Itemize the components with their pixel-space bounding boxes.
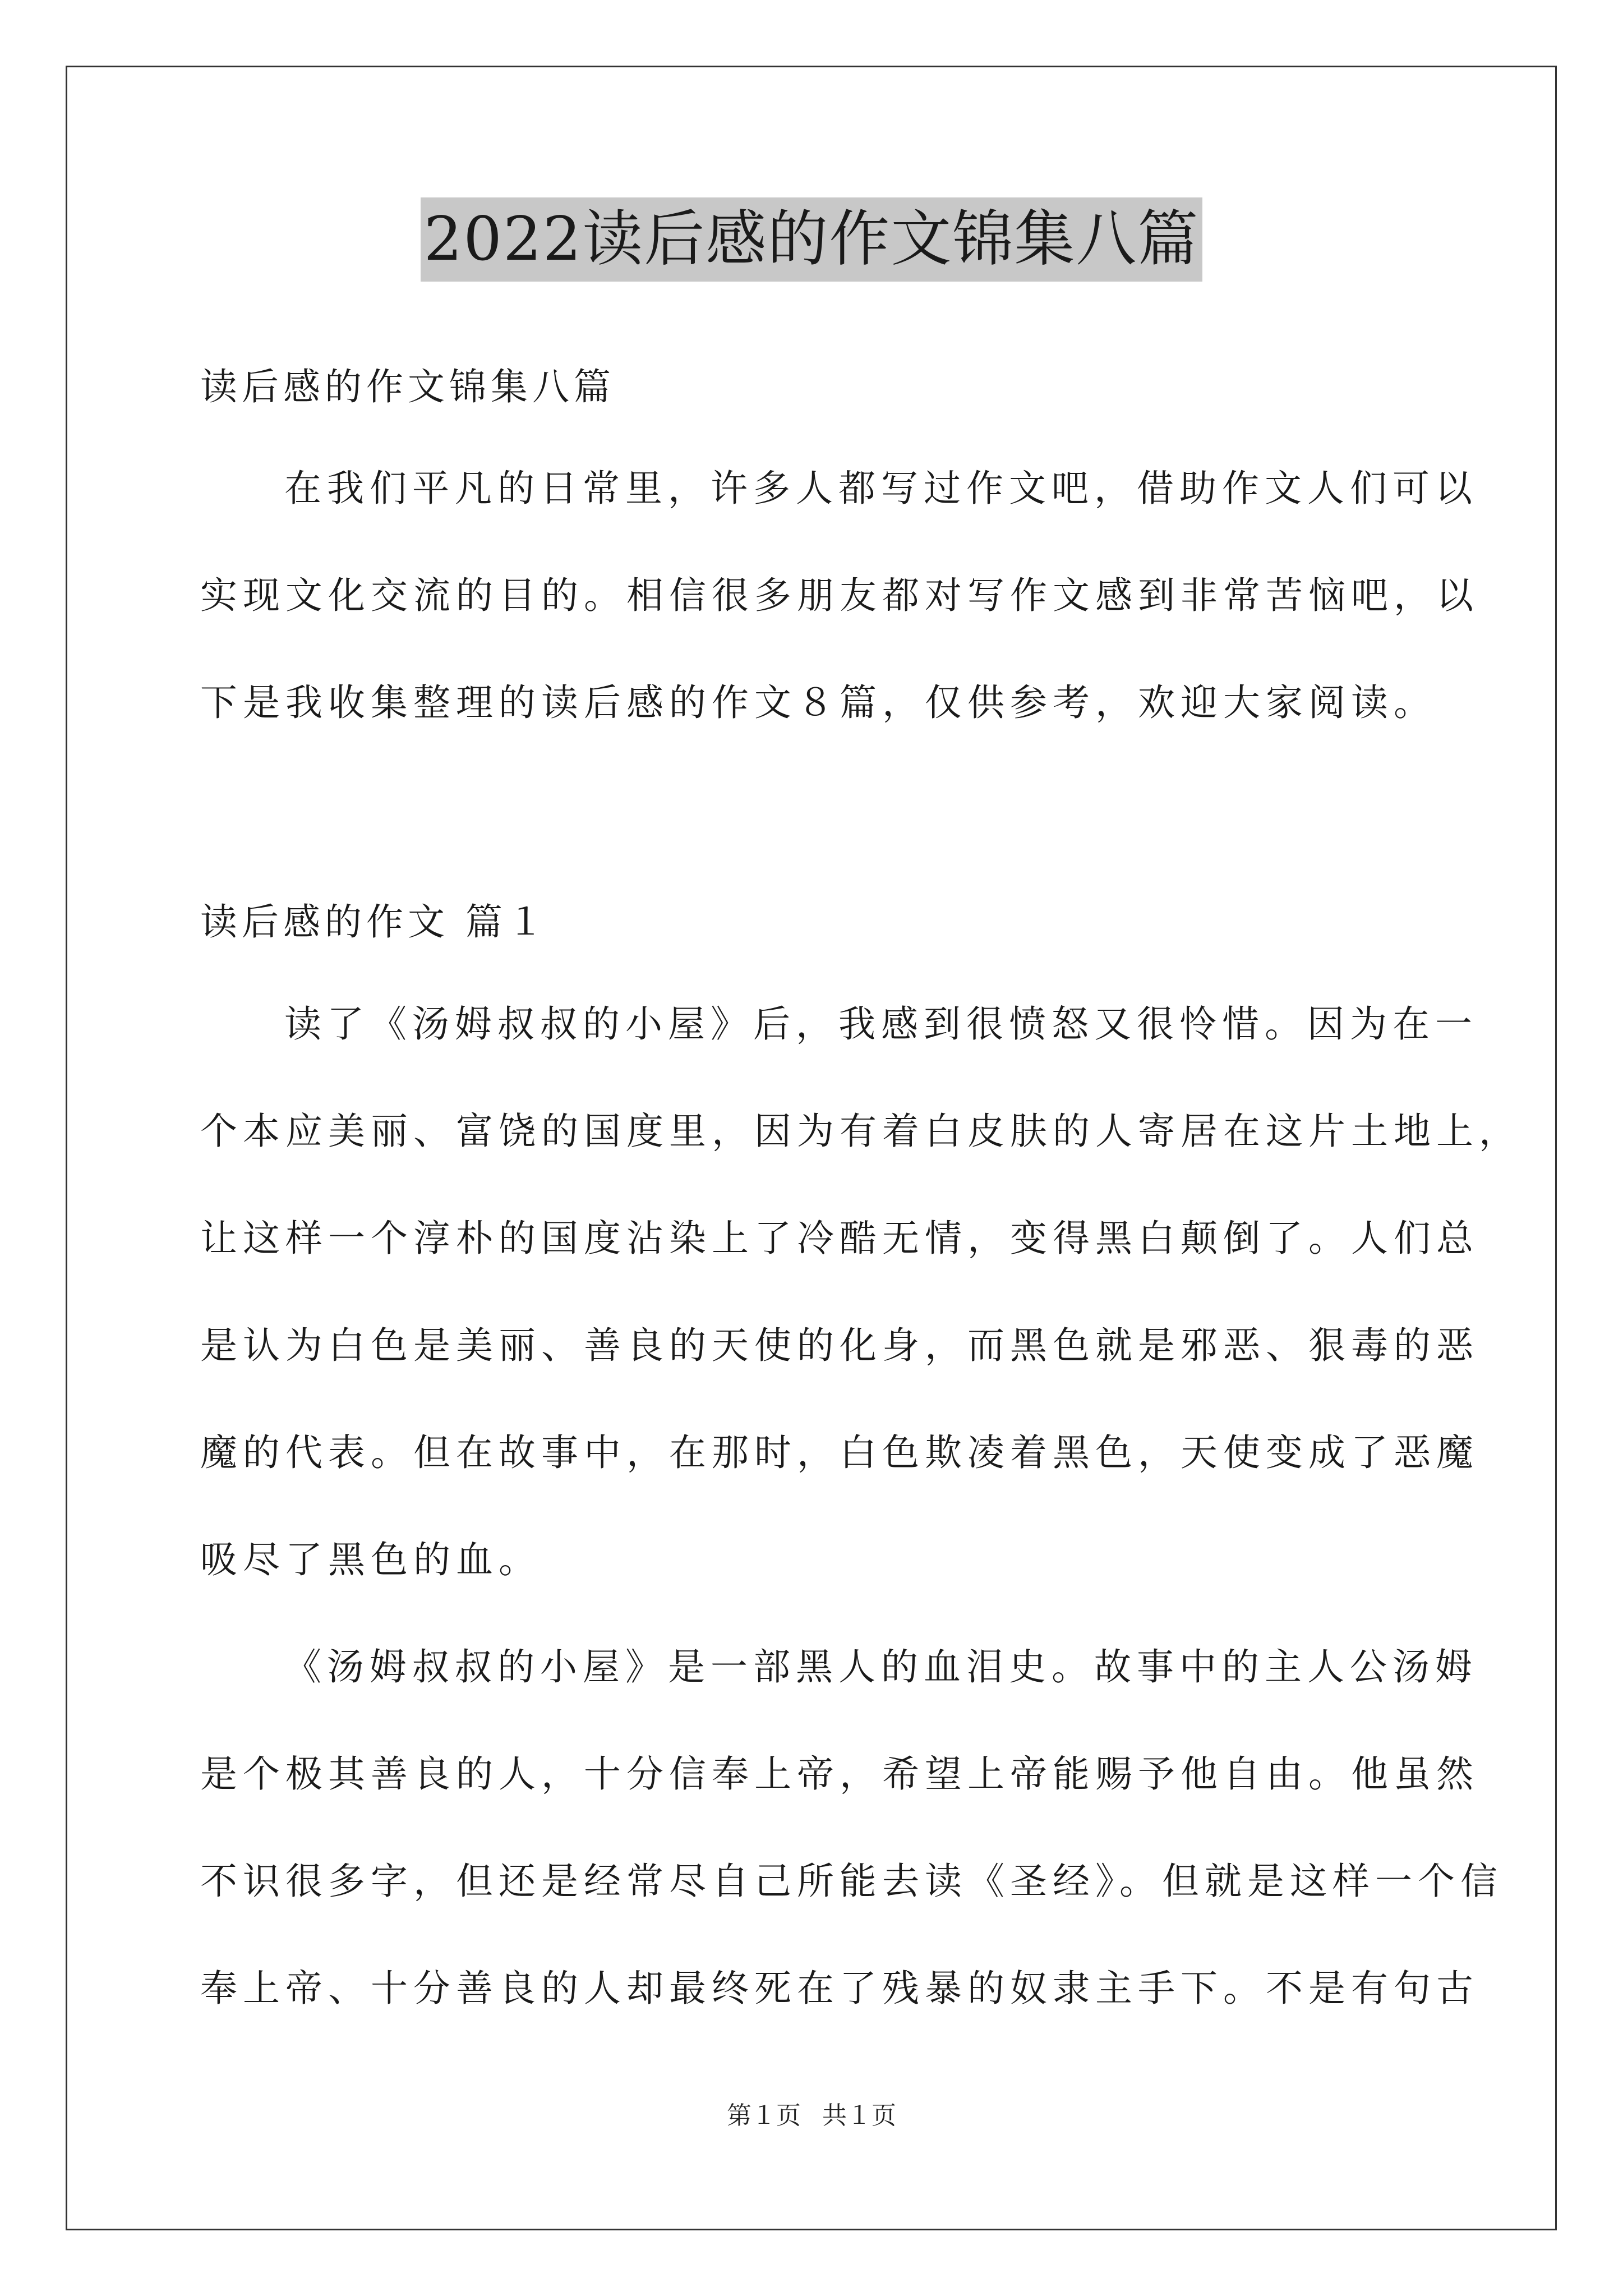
body-line: 读了《汤姆叔叔的小屋》后，我感到很愤怒又很怜惜。因为在一: [284, 1002, 1478, 1046]
body-line: 是认为白色是美丽、善良的天使的化身，而黑色就是邪恶、狠毒的恶: [200, 1324, 1479, 1367]
body-line: 不识很多字，但还是经常尽自己所能去读《圣经》。但就是这样一个信: [200, 1860, 1503, 1903]
body-line: 奉上帝、十分善良的人却最终死在了残暴的奴隶主手下。不是有句古: [200, 1967, 1479, 2010]
body-line: 《汤姆叔叔的小屋》是一部黑人的血泪史。故事中的主人公汤姆: [284, 1645, 1478, 1688]
section-heading: 读后感的作文 篇１: [200, 900, 548, 944]
body-line: 让这样一个淳朴的国度沾染上了冷酷无情，变得黑白颠倒了。人们总: [200, 1217, 1479, 1260]
intro-paragraph: [200, 435, 1479, 756]
intro-line: 下是我收集整理的读后感的作文８篇，仅供参考，欢迎大家阅读。: [200, 681, 1436, 724]
document-subtitle: 读后感的作文锦集八篇: [200, 365, 615, 408]
body-line: 个本应美丽、富饶的国度里，因为有着白皮肤的人寄居在这片土地上，: [200, 1110, 1521, 1153]
page-number-total: 共１页: [822, 2101, 896, 2130]
body-line: 是个极其善良的人，十分信奉上帝，希望上帝能赐予他自由。他虽然: [200, 1752, 1479, 1796]
section-body: [200, 970, 1521, 2042]
intro-line: 实现文化交流的目的。相信很多朋友都对写作文感到非常苦恼吧，以: [200, 574, 1479, 617]
document-title: 2022读后感的作文锦集八篇: [421, 197, 1203, 282]
title-container: [0, 197, 1623, 282]
page-number-current: 第１页: [727, 2101, 801, 2130]
body-line: 吸尽了黑色的血。: [200, 1538, 541, 1581]
body-line: 魔的代表。但在故事中，在那时，白色欺凌着黑色，天使变成了恶魔: [200, 1431, 1479, 1474]
intro-line: 在我们平凡的日常里，许多人都写过作文吧，借助作文人们可以: [284, 467, 1478, 510]
page-footer: [0, 2095, 1623, 2131]
